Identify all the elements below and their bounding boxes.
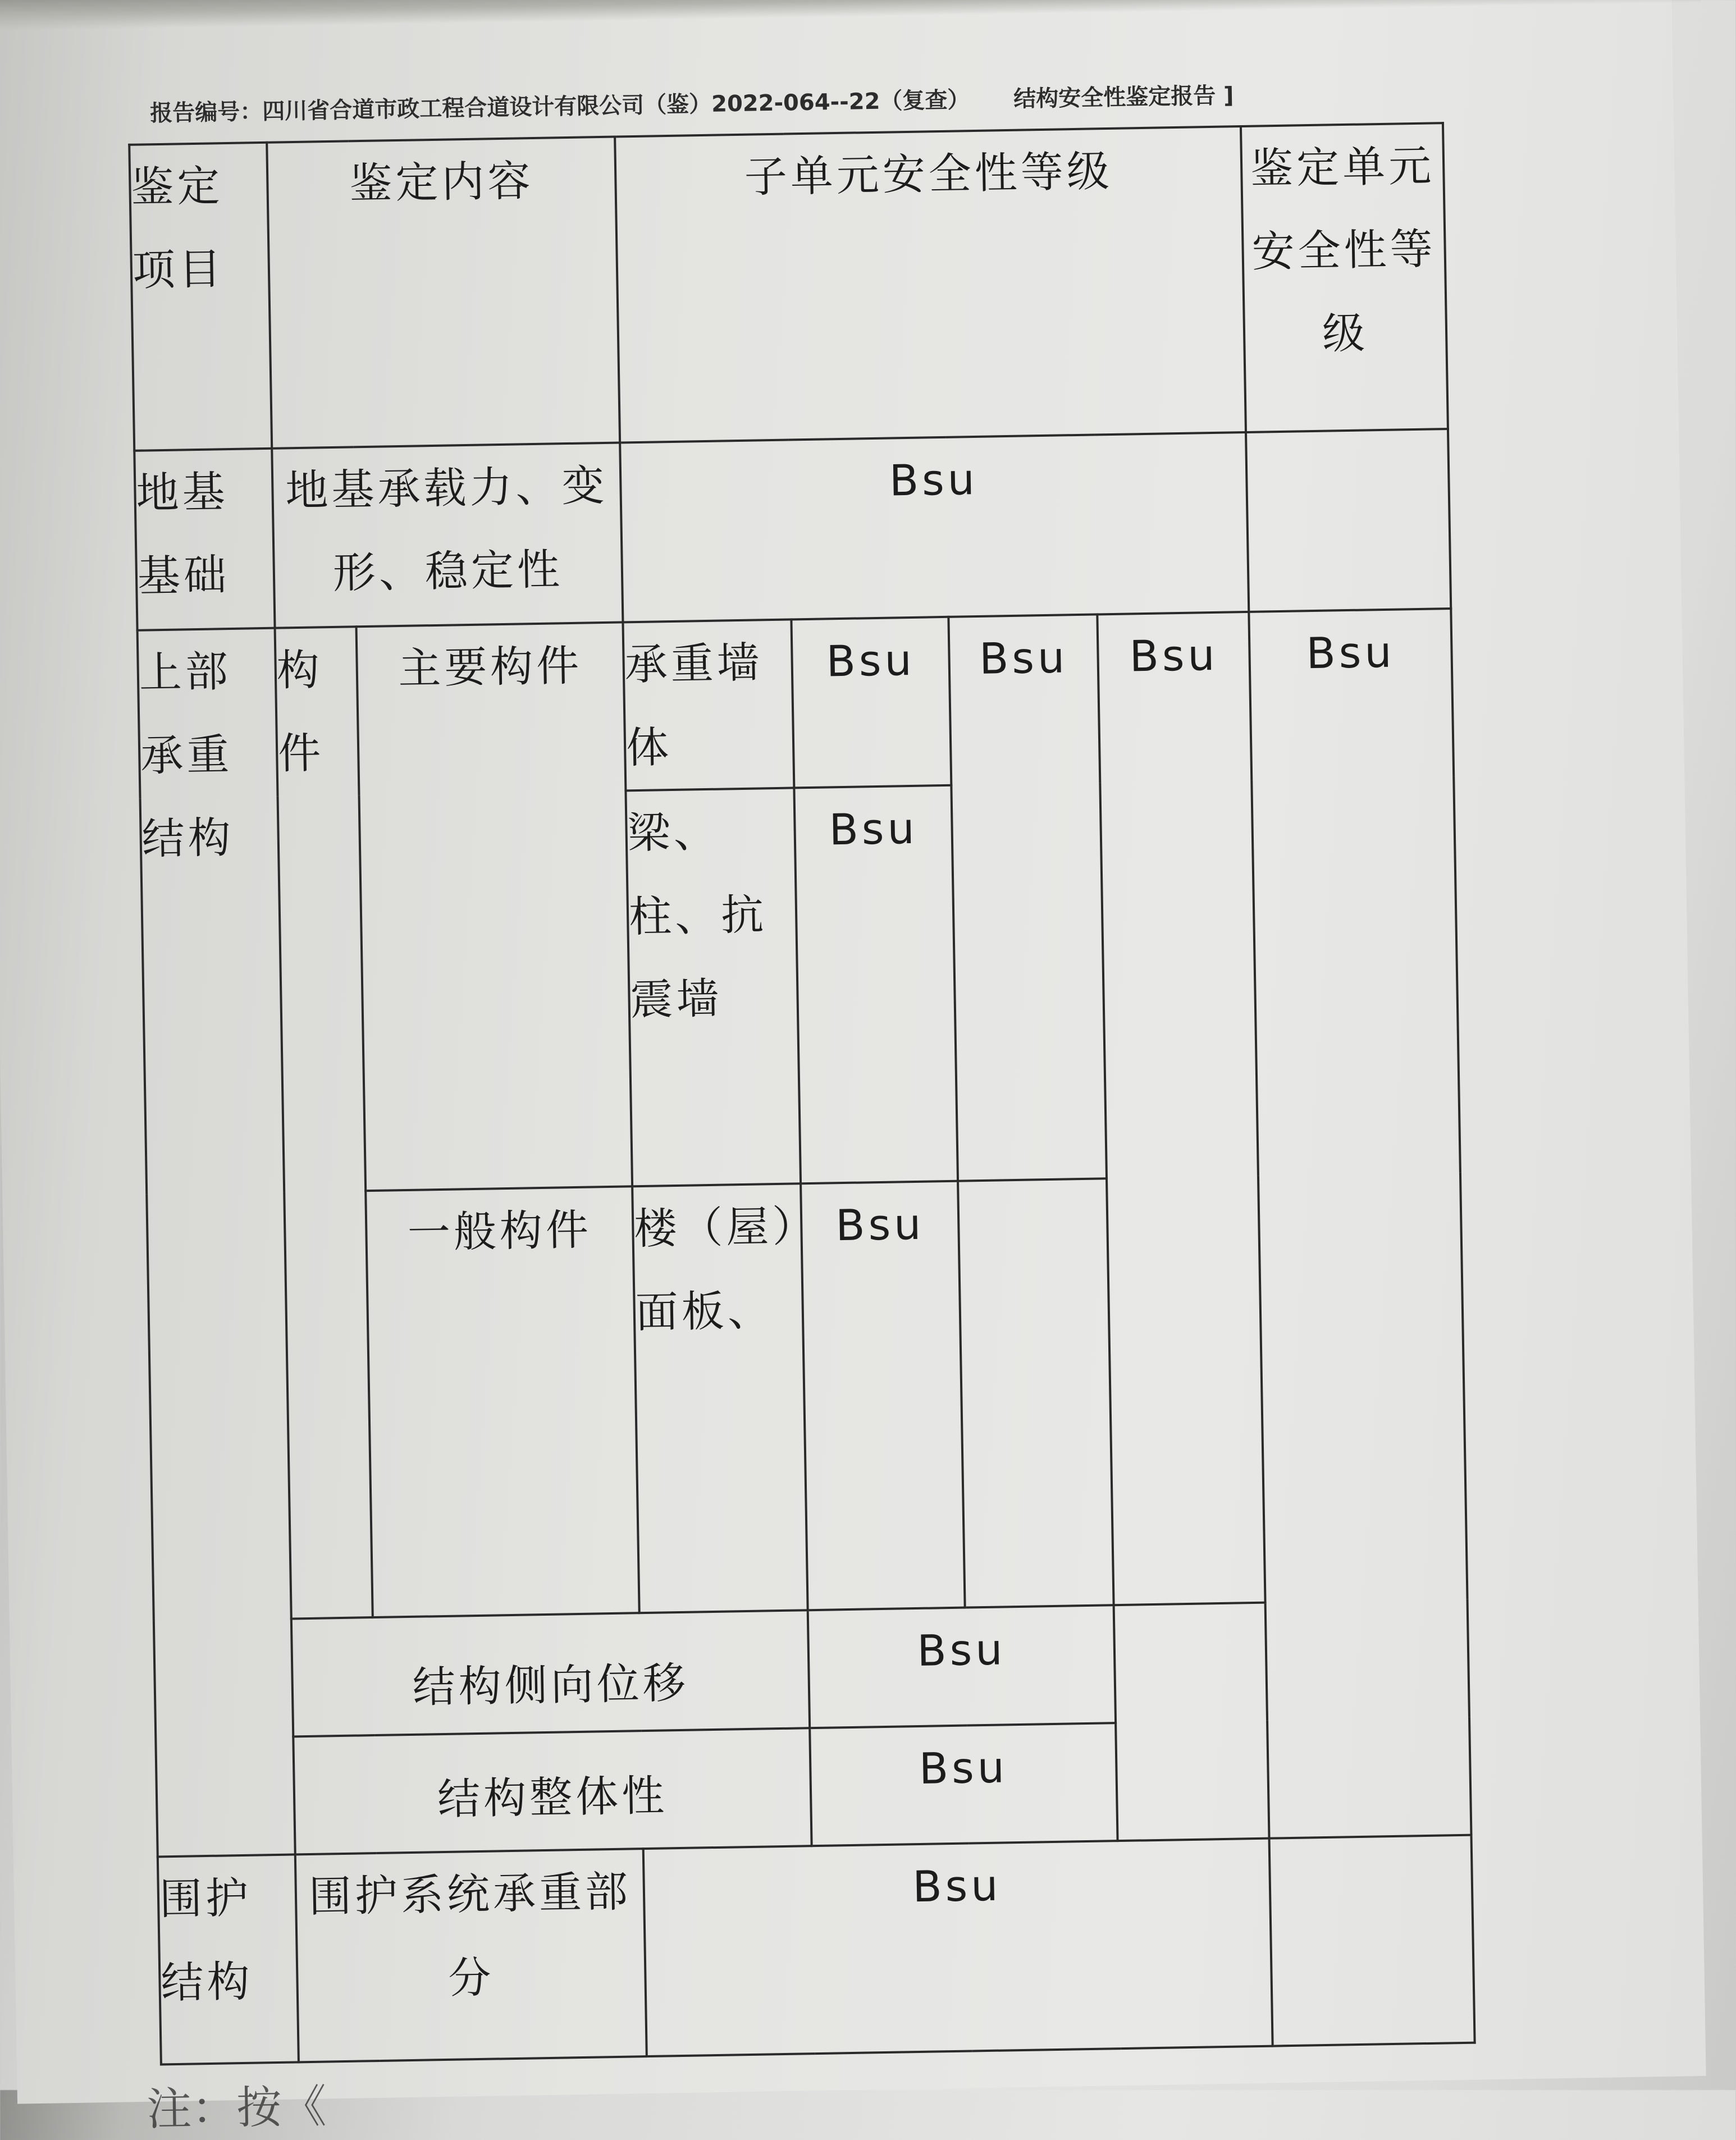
foundation-content: 地基承载力、变形、稳定性	[272, 442, 623, 628]
page-top-edge	[0, 0, 1701, 31]
main-components-label: 主要构件	[357, 622, 633, 1191]
header-sub-unit-grade: 子单元安全性等级	[615, 126, 1246, 442]
header-item: 鉴定项目	[129, 143, 272, 451]
floor-slab-grade: Bsu	[801, 1181, 965, 1611]
enclosure-unit-grade-empty	[1269, 1835, 1475, 2046]
enclosure-row	[158, 1835, 1475, 2065]
foundation-item: 地基基础	[134, 449, 275, 630]
enclosure-content: 围护系统承重部分	[295, 1849, 647, 2063]
header-content: 鉴定内容	[267, 137, 620, 449]
lateral-displacement-label: 结构侧向位移	[291, 1611, 810, 1737]
load-bearing-wall-row	[138, 609, 1454, 799]
report-number: 报告编号：四川省合道市政工程合道设计有限公司（鉴）2022-064--22（复查）	[149, 87, 970, 127]
lateral-displacement-grade: Bsu	[808, 1606, 1116, 1729]
integrity-label: 结构整体性	[293, 1729, 811, 1855]
load-bearing-wall-label: 承重墙体	[623, 619, 794, 790]
general-components-grade-empty	[958, 1179, 1114, 1608]
foundation-unit-grade-empty	[1246, 429, 1451, 612]
foundation-row	[134, 429, 1451, 630]
component-label: 构件	[275, 627, 373, 1619]
footer-note-fragment: 注：按《	[146, 2080, 327, 2136]
foundation-grade: Bsu	[620, 432, 1249, 622]
enclosure-grade: Bsu	[643, 1839, 1273, 2056]
beam-column-wall-grade: Bsu	[794, 785, 958, 1184]
header-row	[129, 123, 1448, 451]
enclosure-item: 围护结构	[158, 1855, 299, 2065]
load-bearing-wall-grade: Bsu	[791, 617, 951, 788]
integrity-grade: Bsu	[810, 1723, 1117, 1846]
components-grade: Bsu	[1097, 612, 1265, 1606]
beam-column-wall-label: 梁、柱、抗震墙	[625, 788, 801, 1187]
appraisal-table	[128, 122, 1475, 2066]
general-components-label: 一般构件	[366, 1187, 639, 1618]
report-title: 结构安全性鉴定报告 ]	[1013, 83, 1234, 112]
floor-slab-label: 楼（屋）面板、	[632, 1184, 808, 1613]
main-components-grade: Bsu	[948, 614, 1107, 1181]
superstructure-item: 上部承重结构	[138, 628, 295, 1857]
superstructure-unit-grade: Bsu	[1249, 609, 1471, 1839]
header-unit-grade: 鉴定单元安全性等级	[1241, 123, 1448, 432]
structure-grade-empty	[1114, 1603, 1269, 1841]
report-header	[150, 75, 1408, 127]
